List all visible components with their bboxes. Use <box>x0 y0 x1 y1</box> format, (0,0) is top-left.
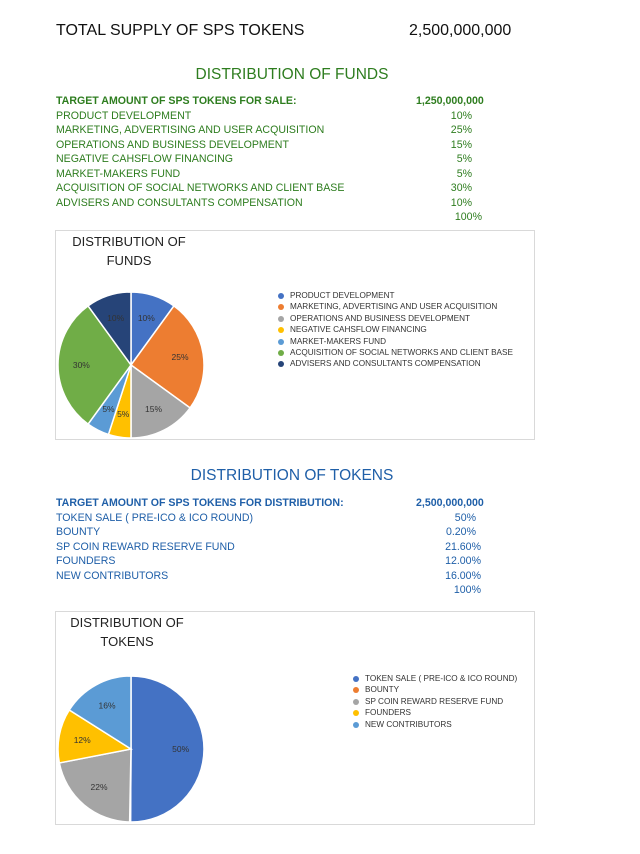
tokens-data-label-1: 50% <box>172 744 190 755</box>
funds-legend-label: ACQUISITION OF SOCIAL NETWORKS AND CLIENT BASE <box>290 347 513 357</box>
funds-data-label-2: 25% <box>171 352 189 363</box>
funds-total-value: 100% <box>454 211 482 223</box>
tokens-legend <box>353 673 517 730</box>
funds-row-label: MARKET-MAKERS FUND <box>56 167 181 180</box>
funds-target-row <box>56 94 516 109</box>
funds-target-label: TARGET AMOUNT OF SPS TOKENS FOR SALE: <box>56 95 297 107</box>
funds-row <box>56 123 516 138</box>
funds-pie <box>56 281 216 439</box>
funds-legend-label: OPERATIONS AND BUSINESS DEVELOPMENT <box>290 313 471 323</box>
funds-row <box>56 152 516 167</box>
tokens-row <box>56 540 516 555</box>
tokens-legend-item <box>353 707 517 718</box>
tokens-row-label: FOUNDERS <box>56 555 116 567</box>
funds-row-value: 10% <box>450 109 472 122</box>
tokens-data-label-4: 12% <box>73 734 91 745</box>
funds-data-label-6: 30% <box>72 360 90 370</box>
tokens-legend-label: FOUNDERS <box>365 708 411 718</box>
tokens-row <box>56 554 516 569</box>
funds-row-value: 10% <box>450 196 472 209</box>
tokens-data-label-5: 16% <box>98 700 116 711</box>
tokens-total-row <box>56 583 516 598</box>
tokens-section-title: DISTRIBUTION OF TOKENS <box>190 467 394 484</box>
funds-legend-item <box>278 290 513 301</box>
tokens-row <box>56 511 516 526</box>
tokens-total-value: 100% <box>453 584 481 596</box>
tokens-legend-label: SP COIN REWARD RESERVE FUND <box>365 696 504 706</box>
funds-row-label: PRODUCT DEVELOPMENT <box>56 109 192 122</box>
tokens-legend-label: TOKEN SALE ( PRE-ICO & ICO ROUND) <box>365 674 518 683</box>
funds-row-value: 30% <box>450 182 472 194</box>
tokens-row-value: 12.00% <box>445 555 481 567</box>
tokens-row-label: SP COIN REWARD RESERVE FUND <box>56 540 235 553</box>
funds-legend <box>278 290 513 370</box>
tokens-row-value: 21.60% <box>445 540 481 553</box>
funds-data-label-4: 5% <box>117 409 130 420</box>
funds-legend-swatch <box>278 293 284 299</box>
funds-legend-swatch <box>278 304 284 310</box>
funds-legend-item <box>278 301 513 312</box>
funds-row <box>56 196 516 211</box>
tokens-data-label-3: 22% <box>90 782 108 793</box>
tokens-legend-swatch <box>353 699 359 705</box>
funds-legend-swatch <box>278 339 284 345</box>
funds-legend-label: MARKET-MAKERS FUND <box>290 336 386 346</box>
funds-table <box>56 94 516 225</box>
funds-legend-swatch <box>278 316 284 322</box>
funds-legend-label: MARKETING, ADVERTISING AND USER ACQUISITION <box>290 302 498 312</box>
tokens-legend-item <box>353 684 517 695</box>
funds-data-label-1: 10% <box>137 312 155 323</box>
total-supply-label: TOTAL SUPPLY OF SPS TOKENS <box>56 22 305 39</box>
tokens-row-value: 0.20% <box>445 526 476 538</box>
tokens-row-label: TOKEN SALE ( PRE-ICO & ICO ROUND) <box>56 511 253 524</box>
funds-legend-label: NEGATIVE CAHSFLOW FINANCING <box>290 325 427 335</box>
tokens-chart-title: DISTRIBUTION OF TOKENS <box>70 615 184 649</box>
funds-legend-item <box>278 313 513 324</box>
tokens-target-value: 2,500,000,000 <box>416 497 484 509</box>
funds-chart-title: DISTRIBUTION OF FUNDS <box>72 234 186 268</box>
funds-data-label-3: 15% <box>145 404 163 415</box>
funds-data-label-5: 5% <box>102 404 115 415</box>
tokens-row <box>56 525 516 540</box>
funds-target-value: 1,250,000,000 <box>416 95 484 107</box>
tokens-legend-swatch <box>353 722 359 728</box>
tokens-target-row <box>56 496 516 511</box>
funds-chart <box>55 230 535 440</box>
funds-legend-swatch <box>278 361 284 367</box>
funds-row-label: OPERATIONS AND BUSINESS DEVELOPMENT <box>56 138 289 151</box>
tokens-table <box>56 496 516 598</box>
funds-total-row <box>56 210 516 225</box>
funds-row <box>56 181 516 196</box>
tokens-legend-swatch <box>353 687 359 693</box>
funds-row-value: 5% <box>456 153 472 165</box>
funds-data-label-7: 10% <box>107 312 125 323</box>
funds-row-label: NEGATIVE CAHSFLOW FINANCING <box>56 153 233 165</box>
tokens-legend-label: NEW CONTRIBUTORS <box>365 719 452 729</box>
funds-row-label: ACQUISITION OF SOCIAL NETWORKS AND CLIENT BASE <box>56 182 345 194</box>
funds-legend-label: PRODUCT DEVELOPMENT <box>290 291 395 300</box>
funds-legend-label: ADVISERS AND CONSULTANTS COMPENSATION <box>290 359 481 369</box>
tokens-row-value: 50% <box>454 511 476 524</box>
tokens-slice-1 <box>131 676 204 822</box>
tokens-legend-label: BOUNTY <box>365 685 400 695</box>
tokens-chart <box>55 611 535 825</box>
tokens-target-label: TARGET AMOUNT OF SPS TOKENS FOR DISTRIBUTION: <box>56 497 344 509</box>
tokens-pie <box>56 670 216 824</box>
funds-row <box>56 138 516 153</box>
funds-legend-swatch <box>278 327 284 333</box>
funds-legend-item <box>278 358 513 369</box>
funds-row-value: 25% <box>450 124 472 136</box>
funds-row-value: 15% <box>450 138 472 151</box>
tokens-row-value: 16.00% <box>445 569 481 582</box>
total-supply-value: 2,500,000,000 <box>409 22 512 39</box>
funds-row <box>56 109 516 124</box>
tokens-row-label: BOUNTY <box>56 526 101 538</box>
tokens-legend-item <box>353 673 517 684</box>
funds-row-label: MARKETING, ADVERTISING AND USER ACQUISITION <box>56 124 325 136</box>
tokens-legend-item <box>353 719 517 730</box>
tokens-legend-swatch <box>353 676 359 682</box>
funds-section-title: DISTRIBUTION OF FUNDS <box>195 66 389 83</box>
funds-legend-item <box>278 347 513 358</box>
tokens-row-label: NEW CONTRIBUTORS <box>56 569 169 582</box>
tokens-legend-swatch <box>353 710 359 716</box>
tokens-legend-item <box>353 696 517 707</box>
funds-legend-swatch <box>278 350 284 356</box>
funds-legend-item <box>278 324 513 335</box>
funds-row-label: ADVISERS AND CONSULTANTS COMPENSATION <box>56 196 303 209</box>
tokens-row <box>56 569 516 584</box>
funds-row-value: 5% <box>456 167 472 180</box>
funds-row <box>56 167 516 182</box>
funds-legend-item <box>278 336 513 347</box>
